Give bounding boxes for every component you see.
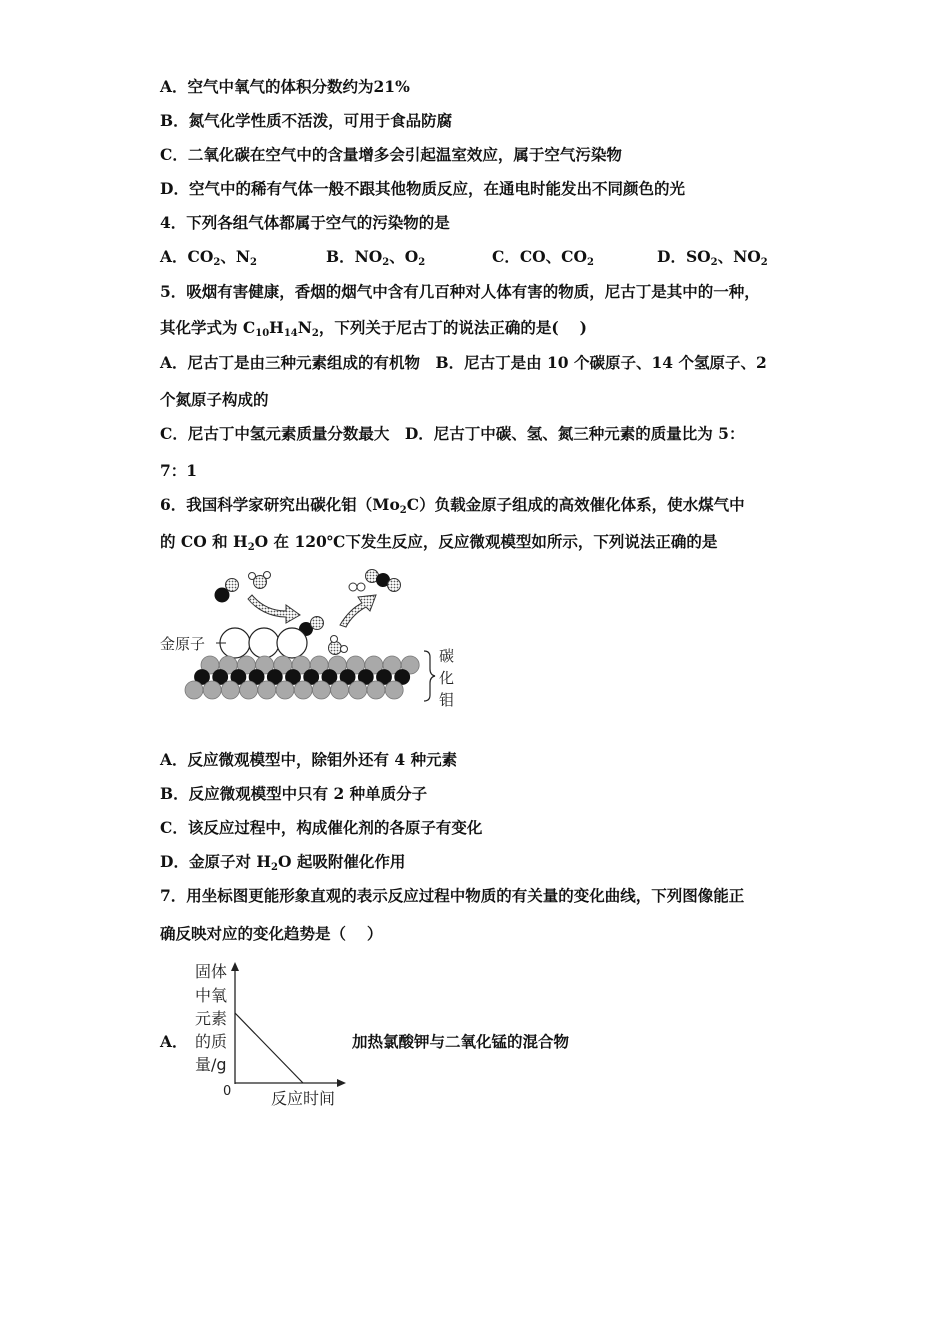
q3-option-c: C．二氧化碳在空气中的含量增多会引起温室效应，属于空气污染物 <box>160 145 622 164</box>
q7-option-a-graph <box>185 958 355 1110</box>
graph-origin: 0 <box>223 1084 232 1099</box>
h2-molecule-outgoing <box>349 583 365 591</box>
molybdenum-atom <box>312 681 330 699</box>
q6-option-a: A．反应微观模型中，除钼外还有 4 种元素 <box>160 750 458 769</box>
q5-stem-line1: 5．吸烟有害健康，香烟的烟气中含有几百种对人体有害的物质，尼古丁是其中的一种， <box>160 282 760 301</box>
q7-option-a-desc: 加热氯酸钾与二氧化锰的混合物 <box>352 1032 570 1051</box>
co-molecule-incoming <box>215 579 239 603</box>
q6-stem-line1: 6．我国科学家研究出碳化钼$(Mo_2C)$负载金原子组成的高效催化体系，使水煤气中 <box>160 495 745 516</box>
bracket <box>424 651 435 701</box>
y-axis-arrow-icon <box>231 962 239 971</box>
q5-options-cd: C．尼古丁中氢元素质量分数最大 D．尼古丁中碳、氢、氮三种元素的质量比为 5： <box>160 424 745 443</box>
h2o-molecule-adsorbed <box>329 636 348 655</box>
molybdenum-atom <box>240 681 258 699</box>
molybdenum-atom <box>349 681 367 699</box>
molybdenum-atom <box>203 681 221 699</box>
molybdenum-atom <box>294 681 312 699</box>
q6-option-b: B．反应微观模型中只有 2 种单质分子 <box>160 784 428 803</box>
molybdenum-atom <box>258 681 276 699</box>
molybdenum-atom <box>385 681 403 699</box>
q7-stem-line2: 确反映对应的变化趋势是（ ） <box>160 924 383 943</box>
q6-option-d: D．金原子对 $H_2O$ 起吸附催化作用 <box>160 852 406 873</box>
q6-stem-line2: 的 CO 和 $H_2O$ 在 120℃下发生反应，反应微观模型如所示，下列说法正确的是 <box>160 532 718 553</box>
x-axis-arrow-icon <box>337 1079 346 1087</box>
graph-ylabel-1: 固体 <box>195 962 228 981</box>
q4-stem: 4．下列各组气体都属于空气的污染物的是 <box>160 213 450 232</box>
q5-options-ab-cont: 个氮原子构成的 <box>160 390 269 409</box>
q5-stem-line2: 其化学式为 $C_{10}H_{14}N_2$，下列关于尼古丁的说法正确的是( ) <box>160 318 587 339</box>
graph-ylabel-5: 量/g <box>195 1055 227 1074</box>
q4-option-a: A．$CO_2$、$N_2$ <box>160 247 257 268</box>
arrow-down-icon <box>248 595 300 623</box>
q3-option-a: A．空气中氧气的体积分数约为21% <box>160 77 410 96</box>
gold-atom-label: 金原子 <box>160 635 206 653</box>
molybdenum-atom <box>276 681 294 699</box>
graph-ylabel-4: 的质 <box>195 1032 228 1051</box>
molybdenum-atom <box>367 681 385 699</box>
molybdenum-atom <box>185 681 203 699</box>
catalyst-model-figure <box>150 565 470 715</box>
q5-options-ab: A．尼古丁是由三种元素组成的有机物 B．尼古丁是由 10 个碳原子、14 个氢原子、2 <box>160 353 767 372</box>
gold-atoms <box>220 628 307 658</box>
q4-option-c: C．CO、$CO_2$ <box>492 247 594 268</box>
q3-option-d: D．空气中的稀有气体一般不跟其他物质反应，在通电时能发出不同颜色的光 <box>160 179 685 198</box>
q4-option-d: D．$SO_2$、$NO_2$ <box>657 247 768 268</box>
carbide-label-3: 钼 <box>439 691 455 709</box>
q4-option-b: B．$NO_2$、$O_2$ <box>326 247 426 268</box>
h2o-molecule-incoming <box>249 572 271 589</box>
graph-xlabel: 反应时间 <box>271 1089 336 1108</box>
molybdenum-atom <box>221 681 239 699</box>
q3-option-b: B．氮气化学性质不活泼，可用于食品防腐 <box>160 111 453 130</box>
co2-molecule-outgoing <box>366 570 401 592</box>
q5-options-cd-cont: 7：1 <box>160 461 198 480</box>
q7-option-a-label: A． <box>160 1032 188 1051</box>
graph-ylabel-2: 中氧 <box>195 986 228 1005</box>
trend-line <box>235 1013 303 1083</box>
molybdenum-atom <box>331 681 349 699</box>
q7-stem-line1: 7．用坐标图更能形象直观的表示反应过程中物质的有关量的变化曲线，下列图像能正 <box>160 886 745 905</box>
carbide-label-1: 碳 <box>439 647 455 665</box>
graph-ylabel-3: 元素 <box>195 1009 228 1028</box>
carbide-label-2: 化 <box>439 669 455 687</box>
q6-option-c: C．该反应过程中，构成催化剂的各原子有变化 <box>160 818 483 837</box>
arrow-up-icon <box>340 595 376 627</box>
